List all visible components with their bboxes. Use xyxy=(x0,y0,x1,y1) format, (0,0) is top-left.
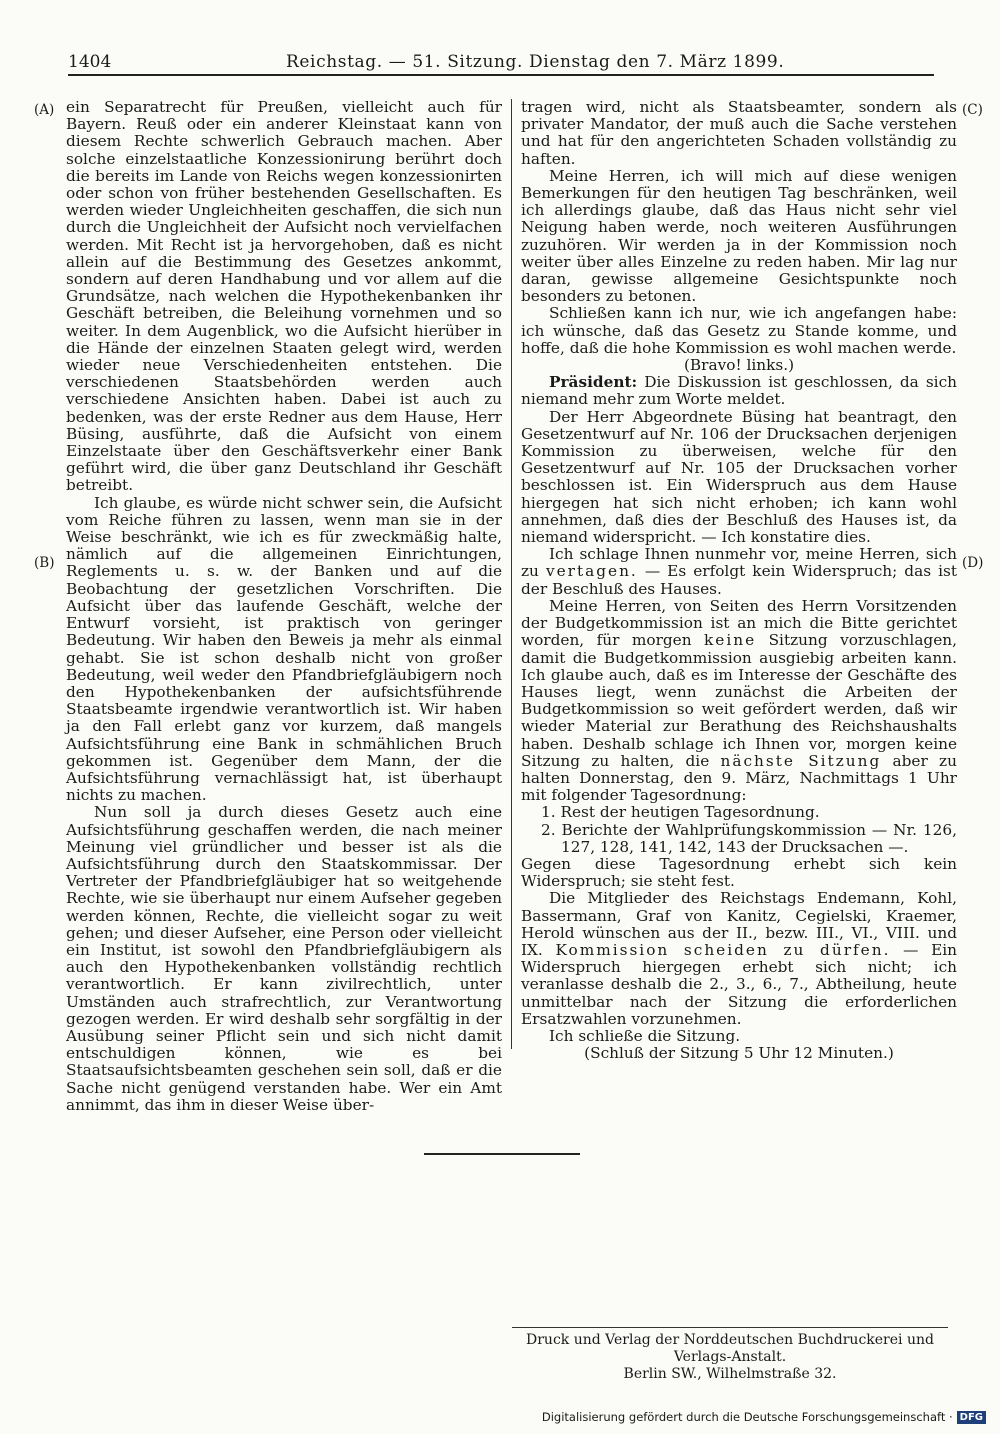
paragraph: Nun soll ja durch dieses Gesetz auch eine Aufsichtsführung geschaffen werden, die nach meiner Meinung viel gründlicher und besser ist als die Aufsichtsführung durch den Staatskommissar. Der Vertreter der Pfandbriefgläubiger hat so weitgehende Rechte, wie sie überhaupt nur einem Aufseher gegeben werden können, Rechte, die vielleicht sogar zu weit gehen; und dieser Aufseher, eine Person oder vielleicht ein Institut, ist sowohl den Pfandbriefgläubigern als auch den Hypothekenbanken vollständig rechtlich verantwortlich. Er kann zivilrechtlich, unter Umständen auch strafrechtlich, zur Verantwortung gezogen werden. Er wird deshalb sehr sorgfältig in der Ausübung seiner Pflicht sein und sich nicht damit entschuldigen können, wie es bei Staatsaufsichtsbeamten geschehen sein soll, daß er die Sache nicht genügend verstanden habe. Wer ein Amt annimmt, das ihm in dieser Weise über- xyxy=(66,803,502,1114)
imprint-rule xyxy=(512,1327,948,1328)
speech-text: Die Diskussion ist geschlossen, da sich niemand mehr zum Worte meldet. xyxy=(521,373,957,409)
emphasis-text: nächste Sitzung xyxy=(720,751,882,770)
text-run: — Es erfolgt kein Widerspruch; das ist der Beschluß des Hauses. xyxy=(521,562,957,598)
text-run: Meine Herren, von Seiten des Herrn Vorsitzenden der Budgetkommission ist an mich die Bitte gerichtet worden, für morgen xyxy=(521,596,957,650)
emphasis-text: vertagen. xyxy=(545,562,638,581)
margin-marker-a: (A) xyxy=(34,102,55,118)
paragraph xyxy=(521,598,957,804)
applause-note: (Bravo! links.) xyxy=(683,356,795,375)
emphasis-text: keine xyxy=(704,631,757,650)
digitization-footer xyxy=(542,1410,986,1424)
dfg-logo: DFG xyxy=(957,1411,986,1424)
footer-text: Digitalisierung gefördert durch die Deutsche Forschungsgemeinschaft · xyxy=(541,1410,953,1424)
left-column xyxy=(66,99,502,1114)
agenda-item: 1. Rest der heutigen Tagesordnung. xyxy=(541,803,820,822)
imprint-line: Druck und Verlag der Norddeutschen Buchdruckerei und Verlags-Anstalt. xyxy=(526,1332,934,1365)
end-rule xyxy=(424,1153,580,1155)
page-number: 1404 xyxy=(68,52,112,72)
imprint-line: Berlin SW., Wilhelmstraße 32. xyxy=(623,1366,837,1382)
text-run: — Ein Widerspruch hiergegen erhebt sich nicht; ich veranlasse deshalb die 2., 3., 6., 7., Abtheilung, heute unmittelbar nach der Sitzung die erforderlichen Ersatzwahlen vorzunehmen. xyxy=(521,940,957,1028)
paragraph: ein Separatrecht für Preußen, vielleicht auch für Bayern. Reuß oder ein anderer Kleinstaat kann von diesem Rechte schwerlich Gebrauch machen. Aber solche einzelstaatliche Konzessionirung berührt doch die bereits im Lande von Reichs wegen konzessionirten oder schon von früher bestehenden Gesellschaften. Es werden wieder Ungleichheiten geschaffen, die sich nun durch die Ungleichheit der Aufsicht noch vervielfachen werden. Mit Recht ist ja hervorgehoben, daß es nicht allein auf die Bestimmung des Gesetzes ankommt, sondern auf deren Handhabung und vor allem auf die Grundsätze, nach welchen die Hypothekenbanken ihr Geschäft betreiben, die Beleihung vornehmen und so weiter. In dem Augenblick, wo die Aufsicht hierüber in die Hände der einzelnen Staaten gelegt wird, werden wieder neue Verschiedenheiten entstehen. Die verschiedenen Staatsbehörden werden auch verschiedene Ansichten haben. Dabei ist auch zu bedenken, was der erste Redner aus dem Hause, Herr Büsing, ausführte, daß die Aufsicht von einem Einzelstaate über den Geschäftsverkehr einer Bank geführt wird, die über ganz Deutschland ihr Geschäft betreibt. xyxy=(66,98,502,495)
text-run: aber zu halten Donnerstag, den 9. März, Nachmittags 1 Uhr mit folgender Tagesordnung: xyxy=(521,751,957,805)
text-run: Ich schlage Ihnen nunmehr vor, meine Herren, sich zu xyxy=(521,545,957,581)
header-rule xyxy=(68,74,934,76)
imprint xyxy=(512,1332,948,1383)
paragraph xyxy=(521,546,957,598)
paragraph: Meine Herren, ich will mich auf diese wenigen Bemerkungen für den heutigen Tag beschränken, weil ich allerdings glaube, daß das Haus nicht sehr viel Neigung haben werde, noch weiteren Ausführungen zuzuhören. Wir werden ja in der Kommission noch weiter über alles Einzelne zu reden haben. Mir lag nur daran, gewisse allgemeine Gesichtspunkte noch besonders zu betonen. xyxy=(521,166,957,306)
text-run: Die Mitglieder des Reichstags Endemann, Kohl, Bassermann, Graf von Kanitz, Cegielski, Kraemer, Herold wünschen aus der II., bezw. III., VI., VIII. und IX. xyxy=(521,889,957,959)
column-divider xyxy=(511,99,512,1049)
paragraph: Ich glaube, es würde nicht schwer sein, die Aufsicht vom Reiche führen zu lassen, wenn man sie in der Weise beschränkt, wie ich es für zweckmäßig halte, nämlich auf die allgemeinen Einrichtungen, Reglements u. s. w. der Banken und auf die Beobachtung der gesetzlichen Vorschriften. Die Aufsicht über das laufende Geschäft, welche der Entwurf vorsieht, ist praktisch von geringer Bedeutung. Wir haben den Beweis ja mehr als einmal gehabt. Sie ist schon deshalb nicht von großer Bedeutung, weil weder den Pfandbriefgläubigern noch den Hypothekenbanken der aufsichtsführende Staatsbeamte irgendwie verantwortlich ist. Wir haben ja den Fall erlebt ganz vor kurzem, daß mangels Aufsichtsführung eine Bank in schmählichen Bruch gekommen ist. Gegenüber dem Mann, der die Aufsichtsführung vernachlässigt hat, ist überhaupt nichts zu machen. xyxy=(66,493,502,805)
closing-note: (Schluß der Sitzung 5 Uhr 12 Minuten.) xyxy=(584,1044,894,1063)
paragraph xyxy=(521,890,957,1028)
agenda-item: 2. Berichte der Wahlprüfungskommission — Nr. 126, 127, 128, 141, 142, 143 der Drucksachen —. xyxy=(541,820,957,856)
president-paragraph xyxy=(521,374,957,408)
paragraph: tragen wird, nicht als Staatsbeamter, sondern als privater Mandator, der muß auch die Sache verstehen und hat für den angerichteten Schaden vollständig zu haften. xyxy=(521,98,957,168)
paragraph: Gegen diese Tagesordnung erhebt sich kein Widerspruch; sie steht fest. xyxy=(521,854,957,891)
paragraph: Ich schließe die Sitzung. xyxy=(549,1026,741,1045)
margin-marker-d: (D) xyxy=(962,555,984,571)
margin-marker-b: (B) xyxy=(34,555,55,571)
margin-marker-c: (C) xyxy=(962,102,983,118)
running-head: Reichstag. — 51. Sitzung. Dienstag den 7. März 1899. xyxy=(286,52,785,72)
emphasis-text: Kommission scheiden zu dürfen. xyxy=(555,940,891,959)
paragraph: Der Herr Abgeordnete Büsing hat beantragt, den Gesetzentwurf auf Nr. 106 der Drucksachen derjenigen Kommission zu überweisen, welche für den Gesetzentwurf auf Nr. 105 der Drucksachen vorher beschlossen ist. Ein Widerspruch aus dem Hause hiergegen hat sich nicht erhoben; ich kann wohl annehmen, daß dies der Beschluß des Hauses ist, da niemand widerspricht. — Ich konstatire dies. xyxy=(521,407,957,547)
text-run: Sitzung vorzuschlagen, damit die Budgetkommission ausgiebig arbeiten kann. Ich glaube auch, daß es im Interesse der Geschäfte des Hauses liegt, wenn zunächst die Arbeiten der Budgetkommission so weit gefördert werden, daß wir wieder Material zur Berathung des Reichshaushalts haben. Deshalb schlage ich Ihnen vor, morgen keine Sitzung zu halten, die xyxy=(521,631,957,770)
paragraph: Schließen kann ich nur, wie ich angefangen habe: ich wünsche, daß das Gesetz zu Stande komme, und hoffe, daß die hohe Kommission es wohl machen werde. xyxy=(521,304,957,357)
speaker-label: Präsident: xyxy=(549,373,638,392)
right-column xyxy=(521,99,957,1062)
